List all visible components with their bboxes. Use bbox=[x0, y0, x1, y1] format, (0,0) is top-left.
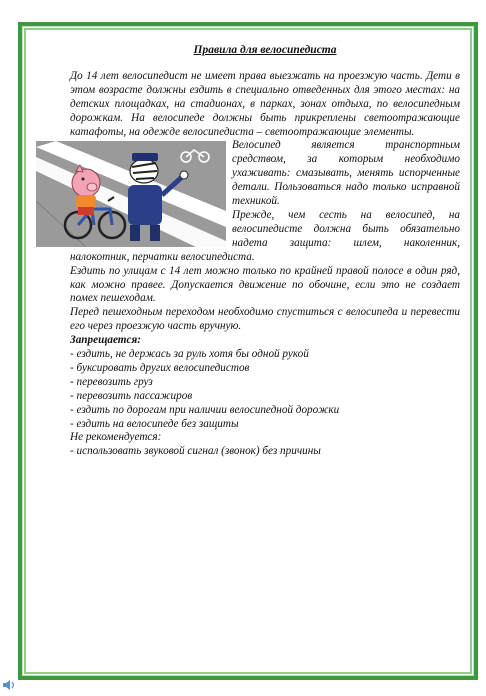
forbidden-item: - перевозить пассажиров bbox=[70, 389, 193, 402]
forbidden-heading: Запрещается: bbox=[70, 334, 141, 347]
pig-shorts bbox=[78, 207, 94, 215]
pig-shirt bbox=[76, 195, 96, 209]
zebra-uniform bbox=[128, 185, 162, 225]
not-recommended-item: - использовать звуковой сигнал (звонок) без причины bbox=[70, 445, 321, 458]
pig-eye bbox=[82, 178, 85, 181]
speaker-icon[interactable] bbox=[3, 680, 15, 690]
pig-head bbox=[72, 169, 100, 197]
forbidden-item: - ездить по дорогам при наличии велосипедной дорожки bbox=[70, 403, 340, 416]
forbidden-item: - ездить на велосипеде без защиты bbox=[70, 417, 239, 430]
zebra-leg-right bbox=[150, 225, 160, 241]
document-title: Правила для велосипедиста bbox=[193, 44, 337, 56]
zebra-glove bbox=[180, 171, 188, 179]
document-content bbox=[70, 44, 460, 459]
paragraph-maintenance: Велосипед является транспортным средством, за которым необходимо ухаживать: смазывать, менять испорченные детали. Пользоваться надо только исправной техникой. bbox=[232, 139, 460, 208]
forbidden-item: - перевозить груз bbox=[70, 375, 153, 388]
cyclist-illustration bbox=[36, 141, 226, 247]
paragraph-protection: Прежде, чем сесть на велосипед, на велосипедисте должна быть обязательно надета защита: шлем, наколенник, налокотник, перчатки велосипедиста. bbox=[70, 208, 460, 263]
paragraph-street-riding: Ездить по улицам с 14 лет можно только по крайней правой полосе в один ряд, как можно правее. Допускается движение по обочине, если это не создает помех пешеходам. bbox=[70, 264, 460, 305]
pig-snout bbox=[87, 183, 97, 191]
zebra-cap bbox=[132, 153, 158, 161]
zebra-leg-left bbox=[130, 225, 140, 241]
not-recommended-heading: Не рекомендуется: bbox=[70, 431, 162, 444]
forbidden-item: - буксировать других велосипедистов bbox=[70, 361, 250, 374]
forbidden-item: - ездить, не держась за руль хотя бы одной рукой bbox=[70, 348, 309, 361]
paragraph-intro: До 14 лет велосипедист не имеет права выезжать на проезжую часть. Дети в этом возрасте должны ездить в специально отведенных для этого местах: на детских площадках, на стадионах, в парках, зонах отдыха, по велосипедным дорожкам. На велосипеде должны быть прикреплены светоотражающие катафоты, на одежде велосипедиста – светоотражающие элементы. bbox=[70, 69, 460, 138]
paragraph-crossing: Перед пешеходным переходом необходимо спуститься с велосипеда и перевести его через проезжую часть вручную. bbox=[70, 306, 460, 333]
